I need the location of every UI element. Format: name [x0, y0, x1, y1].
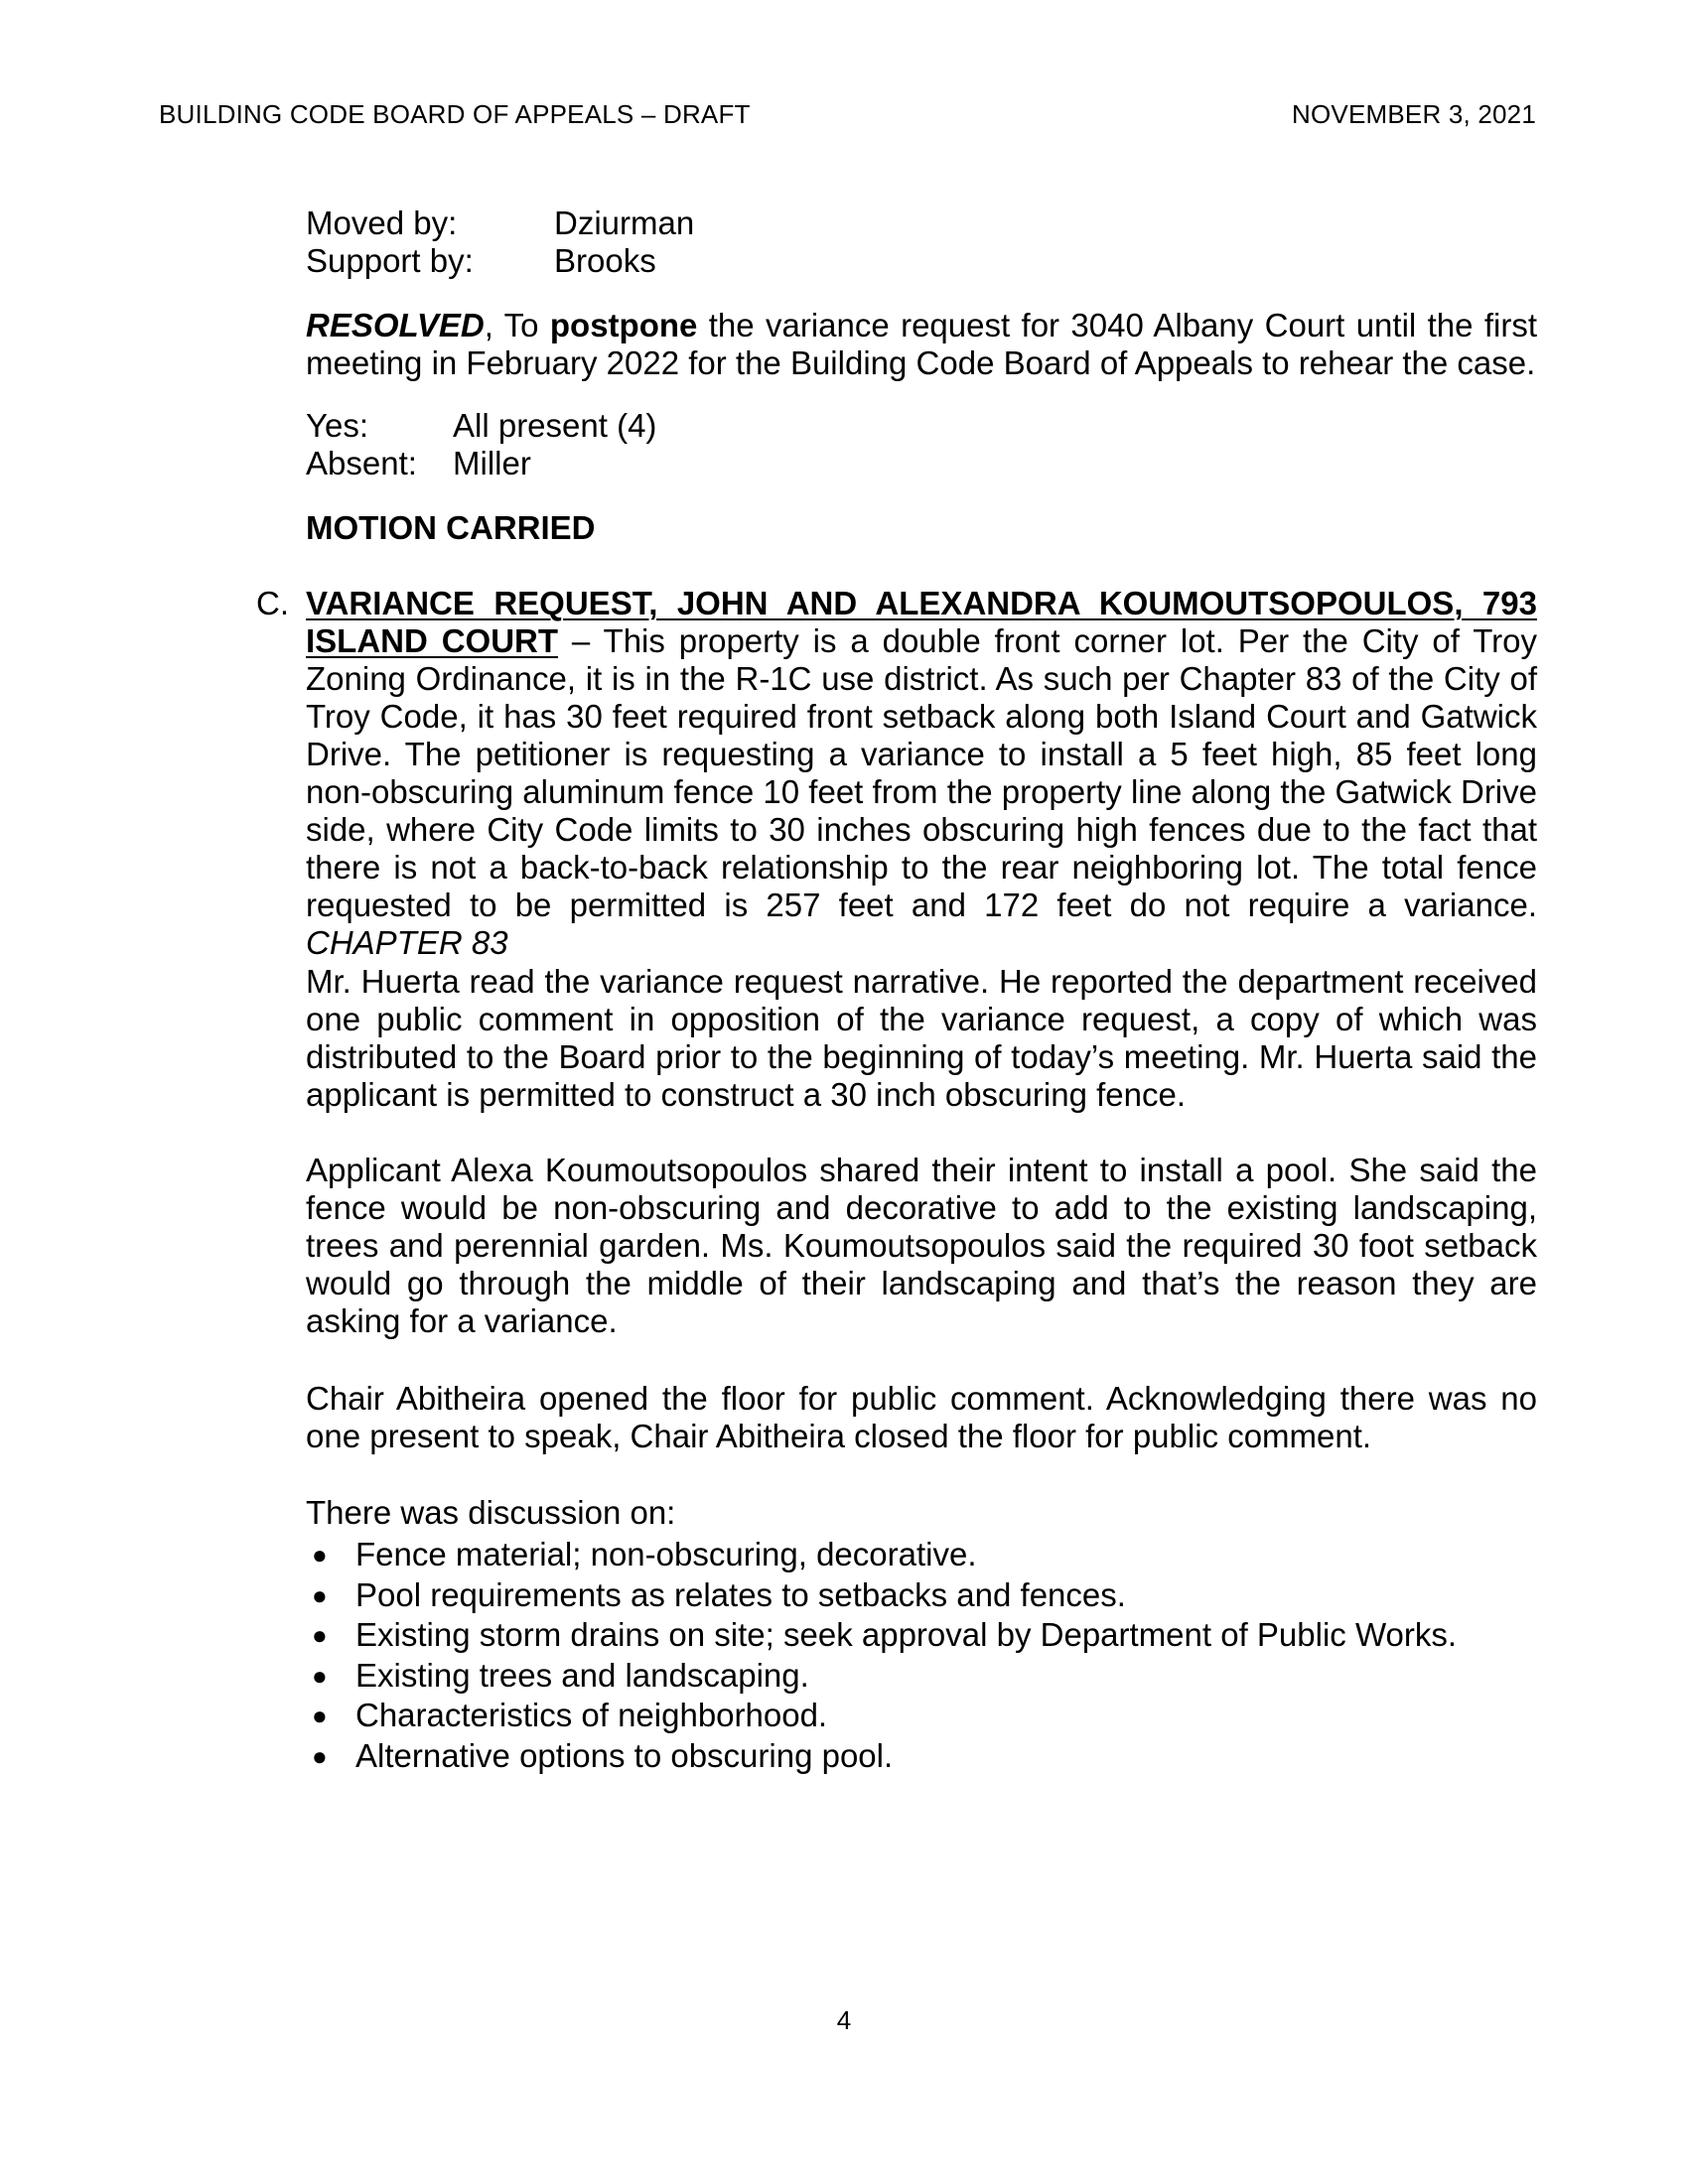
list-item: ● Characteristics of neighborhood. [306, 1696, 1537, 1736]
support-by-row [306, 242, 1537, 280]
yes-row [306, 407, 1537, 445]
discussion-list [306, 1535, 1537, 1776]
item-dash: – [558, 622, 604, 659]
motion-block [306, 205, 1537, 280]
yes-value: All present (4) [453, 407, 657, 444]
moved-by-label: Moved by: [306, 205, 458, 241]
item-heading: VARIANCE REQUEST, JOHN AND ALEXANDRA KOUMOUTSOPOULOS, 793 ISLAND COURT [306, 585, 1537, 659]
list-item: ● Fence material; non-obscuring, decorative. [306, 1535, 1537, 1575]
moved-by-row [306, 205, 1537, 242]
discussion-section [306, 1494, 1537, 1776]
resolution-text: the variance request for 3040 Albany Court until the first meeting in February 2022 for the Building Code Board of Appeals to rehear the case. [306, 307, 1537, 381]
item-text: This property is a double front corner lot. Per the City of Troy Zoning Ordinance, it is in the R-1C use district. As such per Chapter 83 of the City of Troy Code, it has 30 feet required front setback along both Island Court and Gatwick Drive. The petitioner is requesting a variance to install a 5 feet high, 85 feet long non-obscuring aluminum fence 10 feet from the property line along the Gatwick Drive side, where City Code limits to 30 inches obscuring high fences due to the fact that there is not a back-to-back relationship to the rear neighboring lot. The total fence requested to be permitted is 257 feet and 172 feet do not require a variance. [306, 622, 1537, 923]
absent-value: Miller [453, 445, 531, 481]
absent-row [306, 445, 1537, 482]
bullet-icon: ● [312, 1740, 328, 1771]
paragraph: Applicant Alexa Koumoutsopoulos shared their intent to install a pool. She said the fence would be non-obscuring and decorative to add to the existing landscaping, trees and perennial garden. Ms. Koumoutsopoulos said the required 30 foot setback would go through the middle of their landscaping and that’s the reason they are asking for a variance. [306, 1152, 1537, 1339]
header-title: BUILDING CODE BOARD OF APPEALS – DRAFT [159, 99, 751, 129]
bullet-icon: ● [312, 1701, 328, 1730]
page-number: 4 [836, 2005, 852, 2035]
item-letter: C. [256, 585, 289, 621]
list-item: ● Pool requirements as relates to setbacks and fences. [306, 1575, 1537, 1616]
resolution-to: , To [484, 307, 550, 343]
support-by-value: Brooks [554, 242, 656, 279]
support-by-label: Support by: [306, 242, 474, 279]
motion-carried: MOTION CARRIED [306, 509, 596, 546]
list-item: ● Existing storm drains on site; seek approval by Department of Public Works. [306, 1615, 1537, 1656]
item-c-paragraph [306, 585, 1537, 962]
bullet-icon: ● [312, 1579, 328, 1610]
yes-label: Yes: [306, 407, 369, 444]
paragraph: Chair Abitheira opened the floor for public comment. Acknowledging there was no one present to speak, Chair Abitheira closed the floor for public comment. [306, 1380, 1537, 1454]
vote-block [306, 407, 1537, 482]
resolved-keyword: RESOLVED [306, 307, 485, 343]
bullet-icon: ● [312, 1660, 328, 1691]
list-item: ● Alternative options to obscuring pool. [306, 1736, 1537, 1777]
resolution-paragraph [306, 307, 1537, 382]
bullet-icon: ● [312, 1620, 328, 1650]
chapter-reference: CHAPTER 83 [306, 924, 508, 961]
moved-by-value: Dziurman [554, 205, 695, 241]
list-item: ● Existing trees and landscaping. [306, 1656, 1537, 1697]
bullet-icon: ● [312, 1540, 328, 1570]
header-date: NOVEMBER 3, 2021 [1292, 99, 1536, 129]
paragraph: Mr. Huerta read the variance request narrative. He reported the department received one public comment in opposition of the variance request, a copy of which was distributed to the Board prior to the beginning of today’s meeting. Mr. Huerta said the applicant is permitted to construct a 30 inch obscuring fence. [306, 963, 1537, 1113]
discussion-intro: There was discussion on: [306, 1494, 676, 1531]
absent-label: Absent: [306, 445, 417, 481]
postpone-keyword: postpone [549, 307, 698, 343]
